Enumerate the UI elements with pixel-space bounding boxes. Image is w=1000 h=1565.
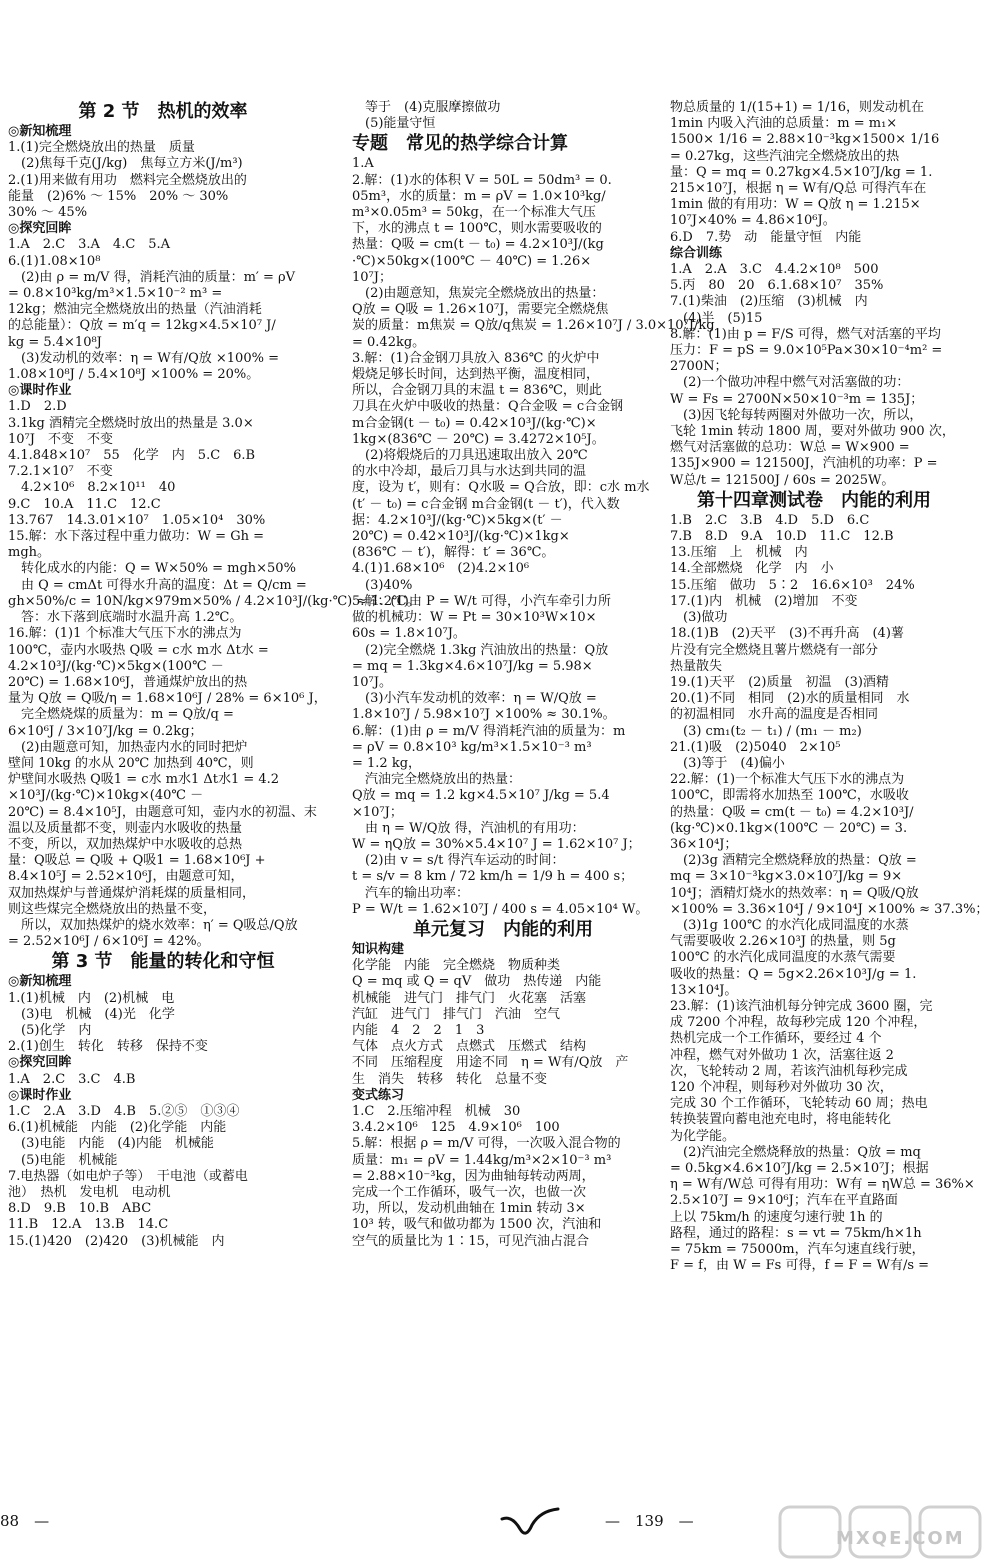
answer-line: 16.解：(1)1 个标准大气压下水的沸点为 — [8, 626, 242, 642]
answer-line: 汽油完全燃烧放出的热量： — [352, 772, 522, 788]
answer-line: 8.4×10⁵J = 2.52×10⁶J，由题意可知， — [8, 869, 244, 885]
answer-line: = 1.2 kg， — [352, 755, 422, 771]
answer-line: 量：Q吸总 = Q吸 + Q吸1 = 1.68×10⁶J + — [8, 853, 266, 869]
answer-line: 空气的质量比为 1∶15，可见汽油占混合 — [352, 1233, 589, 1249]
answer-line: 片没有完全燃烧且薯片燃烧有一部分 — [670, 642, 879, 658]
answer-line: 所以，双加热煤炉的烧水效率：η′ = Q吸总/Q放 — [8, 917, 298, 933]
answer-line: 15.压缩 做功 5∶2 16.6×10³ 24% — [670, 577, 915, 593]
answer-line: 23.解：(1)该汽油机每分钟完成 3600 圈，完 — [670, 998, 933, 1014]
answer-line: 双加热煤炉与普通煤炉消耗煤的质量相同， — [8, 885, 256, 901]
answer-line: (3)小汽车发动机的效率：η = W/Q放 = — [352, 691, 597, 707]
answer-line: η = W有/W总 可得有用功：W有 = ηW总 = 36%× — [670, 1177, 975, 1193]
answer-line: 汽车的输出功率： — [352, 885, 470, 901]
watermark-text: MXQE.COM — [836, 1528, 965, 1549]
answer-line: 1500× 1/16 = 2.88×10⁻³kg×1500× 1/16 — [670, 132, 940, 148]
heading-new-knowledge: ◎新知梳理 — [8, 124, 72, 139]
answer-line: 所以，合金钢刀具的末温 t = 836℃，则此 — [352, 383, 602, 399]
page-number-left: 88 — — [0, 1512, 50, 1530]
answer-line: = 0.42kg。 — [352, 334, 426, 350]
answer-line: 炉壁间水吸热 Q吸1 = c水 m水1 Δt水1 = 4.2 — [8, 772, 280, 788]
heading-new-knowledge-2: ◎新知梳理 — [8, 974, 72, 990]
answer-line: 做的机械功：W = Pt = 30×10³W×10× — [352, 610, 597, 626]
section-title-2: 第 2 节 热机的效率 — [78, 101, 248, 122]
answer-line: 10³ 转，吸气和做功都为 1500 次，汽油和 — [352, 1217, 602, 1233]
answer-line: 6.D 7.势 动 能量守恒 内能 — [670, 229, 862, 245]
answer-line: 热量散失 — [670, 658, 723, 674]
answer-line: 转换装置向蓄电池充电时，将电能转化 — [670, 1112, 892, 1128]
answer-line: (3)电 机械 (4)光 化学 — [8, 1006, 175, 1022]
answer-line: (5)电能 机械能 — [8, 1152, 118, 1168]
answer-line: 成 7200 个冲程，故每秒完成 120 个冲程， — [670, 1015, 927, 1031]
answer-line: 5.解：(1)由 P = W/t 可得，小汽车牵引力所 — [352, 593, 611, 609]
answer-line: 1.A 2.C 3.A 4.C 5.A — [8, 237, 171, 253]
answer-line: (836℃ － t′)，解得：t′ = 36℃。 — [352, 545, 555, 561]
answer-line: 21.(1)吸 (2)5040 2×10⁵ — [670, 739, 841, 755]
answer-line: 05m³，水的质量：m = ρV = 1.0×10³kg/ — [352, 188, 606, 204]
answer-line: ×10⁷J； — [352, 804, 403, 820]
answer-line: 内能 4 2 2 1 3 — [352, 1022, 485, 1038]
answer-line: 13.压缩 上 机械 内 — [670, 545, 808, 561]
answer-line: 不变，所以，双加热煤炉中水吸收的总热 — [8, 836, 243, 852]
answer-line: 120 个冲程，则每秒对外做功 30 次， — [670, 1079, 893, 1095]
answer-line: m³×0.05m³ = 50kg，在一个标准大气压 — [352, 205, 596, 221]
answer-line: 的热量：Q吸 = cm(t － t₀) = 4.2×10³J/ — [670, 804, 914, 820]
answer-line: W = Fs = 2700N×50×10⁻³m = 135J； — [670, 391, 924, 407]
heading-knowledge-build: 知识构建 — [352, 941, 405, 957]
answer-line: ×10³J/(kg·℃)×10kg×(40℃ － — [8, 788, 204, 804]
answer-line: 6.(1)1.08×10⁸ — [8, 253, 101, 269]
answer-line: (3)做功 — [670, 610, 728, 626]
answer-line: (4)半 (5)15 — [670, 310, 763, 326]
answer-line: 冲程，燃气对外做功 1 次，活塞往返 2 — [670, 1047, 894, 1063]
answer-line: 度，设为 t′，则有：Q水吸 = Q合放，即：c水 m水 — [352, 480, 650, 496]
answer-line: 4.1.848×10⁷ 55 化学 内 5.C 6.B — [8, 448, 256, 464]
answer-line: 22.解：(1)一个标准大气压下水的沸点为 — [670, 772, 905, 788]
answer-line: 的水中冷却，最后刀具与水达到共同的温 — [352, 464, 587, 480]
answer-line: (2)汽油完全燃烧释放的热量：Q放 = mq — [670, 1144, 921, 1160]
answer-line: 下，水的沸点 t = 100℃，则水需要吸收的 — [352, 221, 602, 237]
answer-block — [352, 100, 654, 132]
answer-line: 12kg；燃油完全燃烧放出的热量（汽油消耗 — [8, 302, 262, 318]
answer-line: mgh。 — [8, 545, 51, 561]
answer-line: 1.D 2.D — [8, 399, 67, 415]
answer-line: 11.B 12.A 13.B 14.C — [8, 1217, 169, 1233]
answer-line: 上以 75km/h 的速度匀速行驶 1h 的 — [670, 1209, 883, 1225]
answer-line: (3)等于 (4)偏小 — [670, 755, 785, 771]
answer-line: 1.C 2.A 3.D 4.B 5.②⑤ ①③④ — [8, 1103, 240, 1119]
answer-line: 7.B 8.D 9.A 10.D 11.C 12.B — [670, 529, 894, 545]
answer-line: 10⁴J；酒精灯烧水的热效率：η = Q吸/Q放 — [670, 885, 919, 901]
answer-line: 吸收的热量：Q = 5g×2.26×10³J/g = 1. — [670, 966, 917, 982]
chapter-test-title: 第十四章测试卷 内能的利用 — [697, 489, 931, 511]
answer-line: 20℃) = 8.4×10⁵J，由题意可知，壶内水的初温、末 — [8, 804, 317, 820]
answer-line: 8.D 9.B 10.B ABC — [8, 1201, 152, 1217]
answer-line: 1min 内吸入汽油的总质量：m = m₁× — [670, 116, 898, 132]
answer-line: 飞轮 1min 转动 1800 周，要对外做功 900 次， — [670, 424, 955, 440]
answer-line: 次，飞轮转动 2 周，若该汽油机每秒完成 — [670, 1063, 908, 1079]
answer-line: 1.(1)完全燃烧放出的热量 质量 — [8, 140, 195, 156]
answer-line: 1.A 2.A 3.C 4.4.2×10⁸ 500 — [670, 262, 879, 278]
answer-line: Q放 = Q吸 = 1.26×10⁷J，需要完全燃烧焦 — [352, 302, 609, 318]
page-number-right: — 139 — — [605, 1512, 694, 1530]
answer-line: 6.(1)机械能 内能 (2)化学能 内能 — [8, 1120, 227, 1136]
answer-line: 1.(1)机械 内 (2)机械 电 — [8, 990, 175, 1006]
answer-line: 1kg×(836℃ － 20℃) = 3.4272×10⁵J。 — [352, 431, 605, 447]
answer-line: 汽缸 进气门 排气门 汽油 空气 — [352, 1006, 561, 1022]
answer-line: 不同 压缩程度 用途不同 η = W有/Q放 产 — [352, 1055, 629, 1071]
answer-block — [8, 991, 318, 1056]
answer-line: 池） 热机 发电机 电动机 — [8, 1185, 171, 1200]
answer-line: 完全燃烧煤的质量为：m = Q放/q = — [8, 707, 234, 723]
answer-line: (2)一个做功冲程中燃气对活塞做的功： — [670, 375, 910, 391]
answer-line: 100℃，即需将水加热至 100℃，水吸收 — [670, 788, 909, 804]
right-column — [670, 100, 989, 1274]
heading-homework-2: ◎课时作业 — [8, 1087, 72, 1103]
answer-line: 路程，通过的路程：s = vt = 75km/h×1h — [670, 1225, 922, 1241]
answer-line: (3)因飞轮每转两圈对外做功一次，所以， — [670, 407, 923, 423]
answer-line: (2)3g 酒精完全燃烧释放的热量：Q放 = — [670, 853, 917, 869]
answer-line: 功，所以，发动机曲轴在 1min 转动 3× — [352, 1201, 586, 1217]
answer-line: 转化成水的内能：Q = W×50% = mgh×50% — [8, 561, 296, 577]
answer-line: 2.(1)创生 转化 转移 保持不变 — [8, 1039, 208, 1055]
answer-line: 燃气对活塞做的总功：W总 = W×900 = — [670, 440, 910, 456]
answer-line: 气体 点火方式 点燃式 压燃式 结构 — [352, 1039, 587, 1055]
answer-block — [8, 1104, 318, 1250]
answer-line: 由 Q = cmΔt 可得水升高的温度：Δt = Q/cm = — [8, 577, 307, 593]
answer-line: 135J×900 = 121500J，汽油机的功率：P = — [670, 456, 938, 472]
answer-block — [8, 140, 318, 221]
answer-line: 15.解：水下落过程中重力做功：W = Gh = — [8, 529, 264, 545]
answer-line: 20℃) = 0.42×10³J/(kg·℃)×1kg× — [352, 529, 570, 545]
answer-block — [352, 958, 654, 1088]
answer-line: 19.(1)天平 (2)质量 初温 (3)酒精 — [670, 674, 889, 690]
answer-line: kg = 5.4×10⁸J — [8, 334, 102, 350]
answer-line: 14.全部燃烧 化学 内 小 — [670, 561, 834, 577]
answer-line: (2)将煅烧后的刀具迅速取出放入 20℃ — [352, 448, 588, 464]
answer-line: (3)1g 100℃ 的水汽化成同温度的水蒸 — [670, 917, 909, 933]
answer-block — [352, 1104, 654, 1250]
answer-line: 2700N； — [670, 359, 728, 375]
answer-line: 3.1kg 酒精完全燃烧时放出的热量是 3.0× — [8, 415, 254, 431]
unit-review-title: 单元复习 内能的利用 — [413, 918, 593, 940]
answer-line: 生 消失 转移 转化 总量不变 — [352, 1071, 548, 1087]
answer-line: 7.2.1×10⁷ 不变 — [8, 464, 113, 480]
answer-line: 1.C 2.压缩冲程 机械 30 — [352, 1103, 521, 1119]
answer-line: (5)化学 内 — [8, 1022, 92, 1038]
answer-line: 100℃ 的水汽化成同温度的水蒸气需要 — [670, 950, 896, 966]
answer-line: (3) cm₁(t₂ － t₁) / (m₁ － m₂) — [670, 723, 862, 739]
answer-line: 的初温相同 水升高的温度是否相同 — [670, 707, 879, 723]
answer-line: 气需要吸收 2.26×10³J 的热量，则 5g — [670, 934, 896, 950]
answer-line: 能量 (2)6% ～ 15% 20% ～ 30% — [8, 188, 229, 204]
answer-line: W总/t = 121500J / 60s = 2025W。 — [670, 472, 895, 488]
answer-line: 20.(1)不同 相同 (2)水的质量相同 水 — [670, 691, 910, 707]
answer-line: (2)完全燃烧 1.3kg 汽油放出的热量：Q放 — [352, 642, 609, 658]
answer-line: 3.4.2×10⁶ 125 4.9×10⁶ 100 — [352, 1120, 560, 1136]
answer-line: 36×10⁴J； — [670, 836, 738, 852]
answer-line: 100℃，壶内水吸热 Q吸 = c水 m水 Δt水 = — [8, 642, 269, 658]
answer-line: = 0.5kg×4.6×10⁷J/kg = 2.5×10⁷J；根据 — [670, 1161, 929, 1176]
answer-line: 7.(1)柴油 (2)压缩 (3)机械 内 — [670, 294, 868, 310]
answer-line: 煅烧足够长时间，达到热平衡，温度相同， — [352, 367, 600, 383]
answer-line: P = W/t = 1.62×10⁷J / 400 s = 4.05×10⁴ W。 — [352, 901, 649, 917]
answer-line: 1.A 2.C 3.C 4.B — [8, 1071, 136, 1087]
answer-line: (2)焦每千克(J/kg) 焦每立方米(J/m³) — [8, 156, 243, 172]
answer-line: 的总能量）：Q放 = m′q = 12kg×4.5×10⁷ J/ — [8, 318, 276, 334]
answer-line: 等于 (4)克服摩擦做功 — [352, 100, 501, 115]
answer-block — [670, 100, 958, 246]
answer-line: (t′ － t₀) = c合金钢 m合金钢(t － t′)，代入数 — [352, 496, 620, 512]
answer-line: 由 η = W/Q放 得，汽油机的有用功： — [352, 820, 585, 836]
answer-line: 3.解：(1)合金钢刀具放入 836℃ 的火炉中 — [352, 350, 600, 366]
topic-title: 专题 常见的热学综合计算 — [352, 133, 568, 155]
answer-line: 6.解：(1)由 ρ = m/V 得消耗汽油的质量为：m — [352, 723, 626, 739]
answer-line: 完成 30 个工作循环，飞轮转动 60 周；热电 — [670, 1096, 928, 1112]
answer-line: Q放 = mq = 1.2 kg×4.5×10⁷ J/kg = 5.4 — [352, 788, 610, 804]
answer-line: (3)40% — [352, 577, 413, 593]
heading-homework: ◎课时作业 — [8, 383, 72, 399]
answer-line: 4.(1)1.68×10⁶ (2)4.2×10⁶ — [352, 561, 530, 577]
answer-line: 10⁷J 不变 不变 — [8, 431, 113, 447]
answer-line: 60s = 1.8×10⁷J。 — [352, 626, 466, 642]
answer-line: = ρV = 0.8×10³ kg/m³×1.5×10⁻³ m³ — [352, 739, 592, 755]
answer-line: 13.767 14.3.01×10⁷ 1.05×10⁴ 30% — [8, 512, 266, 528]
answer-block — [8, 1072, 318, 1088]
answer-line: 为化学能。 — [670, 1128, 736, 1144]
answer-line: 温以及质量都不变，则壶内水吸收的热量 — [8, 820, 243, 836]
answer-line: mq = 3×10⁻³kg×3.0×10⁷J/kg = 9× — [670, 869, 903, 885]
answer-line: 炭的质量：m焦炭 = Q放/q焦炭 = 1.26×10⁷J / 3.0×10⁷J/kg — [352, 318, 715, 334]
answer-block — [670, 262, 958, 489]
answer-line: 5.丙 80 20 6.1.68×10⁷ 35% — [670, 278, 884, 294]
heading-explore: ◎探究回眸 — [8, 221, 72, 237]
answer-line: 17.(1)内 机械 (2)增加 不变 — [670, 593, 858, 609]
answer-line: 1.A — [352, 156, 374, 172]
answer-line: = 2.88×10⁻³kg，因为曲轴每转动两周， — [352, 1168, 595, 1184]
answer-line: 答：水下落到底端时水温升高 1.2℃。 — [8, 610, 243, 626]
answer-line: 9.C 10.A 11.C 12.C — [8, 496, 161, 512]
answer-line: 2.(1)用来做有用功 燃料完全燃烧放出的 — [8, 172, 247, 188]
section-title-3: 第 3 节 能量的转化和守恒 — [51, 951, 275, 973]
heading-comprehensive: 综合训练 — [670, 245, 723, 261]
answer-line: 5.解：根据 ρ = m/V 可得，一次吸入混合物的 — [352, 1136, 621, 1152]
answer-line: 1.08×10⁸J / 5.4×10⁸J ×100% = 20%。 — [8, 367, 260, 383]
answer-line: 7.电热器（如电炉子等） 干电池（或蓄电 — [8, 1168, 248, 1184]
answer-line: 完成一个工作循环，吸气一次，也做一次 — [352, 1185, 587, 1200]
answer-line: 15.(1)420 (2)420 (3)机械能 内 — [8, 1233, 225, 1249]
answer-line: = 0.27kg，这些汽油完全燃烧放出的热 — [670, 148, 900, 164]
answer-line: 热机完成一个工作循环，要经过 4 个 — [670, 1031, 882, 1047]
answer-line: 20℃) = 1.68×10⁶J，普通煤炉放出的热 — [8, 674, 248, 690]
answer-line: (2)由 ρ = m/V 得，消耗汽油的质量：m′ = ρV — [8, 269, 296, 285]
answer-line: = 2.52×10⁶J / 6×10⁶J = 42%。 — [8, 934, 210, 950]
answer-line: 4.2×10⁶ 8.2×10¹¹ 40 — [8, 480, 176, 496]
answer-line: 机械能 进气门 排气门 火花塞 活塞 — [352, 990, 587, 1006]
answer-line: 2.解：(1)水的体积 V = 50L = 50dm³ = 0. — [352, 172, 612, 188]
handwritten-check-mark — [498, 1505, 562, 1545]
answer-line: 壁间 10kg 的水从 20℃ 加热到 40℃，则 — [8, 755, 254, 771]
answer-line: 则这些煤完全燃烧放出的热量不变， — [8, 901, 217, 917]
answer-line: 热量：Q吸 = cm(t － t₀) = 4.2×10³J/(kg — [352, 237, 604, 253]
answer-line: 1min 做的有用功：W = Q放 η = 1.215× — [670, 197, 921, 213]
heading-variant-practice: 变式练习 — [352, 1087, 405, 1103]
answer-line: 6×10⁶J / 3×10⁷J/kg = 0.2kg； — [8, 723, 203, 739]
answer-line: Q = mq 或 Q = qV 做功 热传递 内能 — [352, 974, 602, 990]
answer-line: = mq = 1.3kg×4.6×10⁷J/kg = 5.98× — [352, 658, 593, 674]
answer-line: ×100% = 3.36×10⁴J / 9×10⁴J ×100% ≈ 37.3%； — [670, 901, 989, 917]
answer-line: gh×50%/c = 10N/kg×979m×50% / 4.2×10³J/(kg·℃) ≈ 1.2℃。 — [8, 593, 420, 609]
answer-line: 215×10⁷J，根据 η = W有/Q总 可得汽车在 — [670, 181, 927, 197]
answer-line: = 75km = 75000m，汽车匀速直线行驶， — [670, 1242, 925, 1258]
answer-line: 压力：F = pS = 9.0×10⁵Pa×30×10⁻⁴m² = — [670, 343, 943, 359]
answer-line: 4.2×10³J/(kg·℃)×5kg×(100℃ － — [8, 658, 224, 674]
answer-line: = 0.8×10³kg/m³×1.5×10⁻² m³ = — [8, 286, 223, 302]
answer-line: 据：4.2×10³J/(kg·℃)×5kg×(t′ － — [352, 512, 563, 528]
answer-line: t = s/v = 8 km / 72 km/h = 1/9 h = 400 s； — [352, 869, 634, 885]
answer-line: 10⁷J。 — [352, 674, 392, 690]
answer-line: 质量：m₁ = ρV = 1.44kg/m³×2×10⁻³ m³ — [352, 1152, 612, 1168]
answer-line: (2)由题意知，焦炭完全燃烧放出的热量： — [352, 286, 605, 302]
answer-line: 30% ～ 45% — [8, 205, 88, 221]
answer-block — [8, 237, 318, 383]
answer-line: (3)电能 内能 (4)内能 机械能 — [8, 1136, 214, 1152]
answer-line: 13×10⁴J。 — [670, 982, 738, 998]
answer-line: 量：Q = mq = 0.27kg×4.5×10⁷J/kg = 1. — [670, 164, 933, 180]
answer-line: m合金钢(t － t₀) = 0.42×10³J/(kg·℃)× — [352, 415, 597, 431]
answer-block — [670, 512, 989, 1275]
answer-line: 化学能 内能 完全燃烧 物质种类 — [352, 958, 561, 974]
answer-line: 18.(1)B (2)天平 (3)不再升高 (4)薯 — [670, 626, 904, 642]
answer-line: 2.5×10⁷J = 9×10⁶J；汽车在平直路面 — [670, 1193, 898, 1209]
answer-line: 10⁷J×40% = 4.86×10⁶J。 — [670, 213, 836, 229]
answer-line: 1.8×10⁷J / 5.98×10⁷J ×100% ≈ 30.1%。 — [352, 707, 616, 723]
answer-line: (3)发动机的效率：η = W有/Q放 ×100% = — [8, 350, 279, 366]
answer-line: (kg·℃)×0.1kg×(100℃ － 20℃) = 3. — [670, 820, 908, 836]
heading-explore-2: ◎探究回眸 — [8, 1055, 72, 1071]
answer-line: 8.解：(1)由 p = F/S 可得，燃气对活塞的平均 — [670, 326, 941, 342]
answer-line: 10⁷J； — [352, 269, 392, 285]
answer-line: (2)由题意可知，加热壶内水的同时把炉 — [8, 739, 248, 755]
answer-line: 1.B 2.C 3.B 4.D 5.D 6.C — [670, 512, 870, 528]
answer-line: 物总质量的 1/(15+1) = 1/16，则发动机在 — [670, 100, 924, 115]
answer-line: F = f，由 W = Fs 可得，f = F = W有/s = — [670, 1258, 930, 1274]
answer-line: ·℃)×50kg×(100℃ － 40℃) = 1.26× — [352, 253, 592, 269]
answer-line: (2)由 v = s/t 得汽车运动的时间： — [352, 853, 565, 869]
answer-line: W = ηQ放 = 30%×5.4×10⁷ J = 1.62×10⁷ J； — [352, 836, 641, 852]
answer-line: 量为 Q放 = Q吸/η = 1.68×10⁶J / 28% = 6×10⁶ J， — [8, 691, 327, 707]
answer-line: 刀具在火炉中吸收的热量：Q合金吸 = c合金钢 — [352, 399, 624, 415]
answer-line: (5)能量守恒 — [352, 116, 436, 132]
